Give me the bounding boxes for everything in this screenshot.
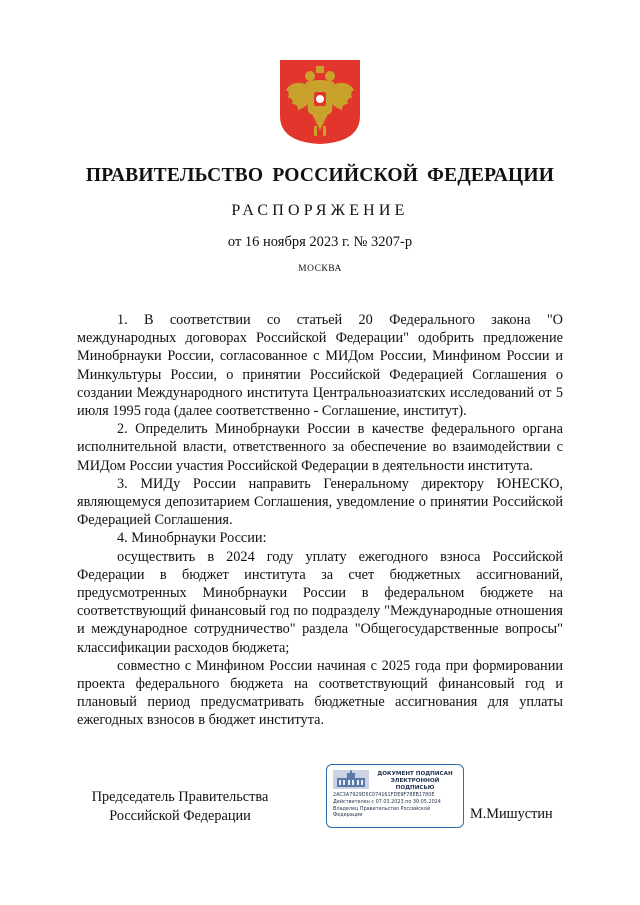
document-date-number: от 16 ноября 2023 г. № 3207-р xyxy=(227,234,413,250)
russian-coat-of-arms-icon xyxy=(276,56,364,146)
paragraph-1: 1. В соответствии со статьей 20 Федерального закона "О международных договорах Российской Федерации" одобрить предложение Минобрнауки России, согласованное с МИДом России, Минфином России и Минкультуры России, о принятии Российской Федерацией Соглашения о создании Международного института Центральноазиатских исследований от 5 июля 1995 года (далее соответственно - Соглашение, институт). xyxy=(77,312,563,420)
paragraph-3: 3. МИДу России направить Генеральному директору ЮНЕСКО, являющемуся депозитарием Соглашения, уведомление о принятии Российской Федерацией Соглашения. xyxy=(77,475,563,529)
signatory-name: М.Мишустин xyxy=(470,806,553,822)
government-title: ПРАВИТЕЛЬСТВО РОССИЙСКОЙ ФЕДЕРАЦИИ xyxy=(85,165,555,186)
document-city: МОСКВА xyxy=(298,264,342,274)
stamp-certificate: 2AC3A7929D5C074161FDE9F78EB1780E xyxy=(333,792,435,798)
paragraph-4-item-2: совместно с Минфином России начиная с 2025 года при формировании проекта федерального бюджета на соответствующий финансовый год и плановый период предусматривать бюджетные ассигнования для уплаты ежегодных взносов в бюджет института. xyxy=(77,657,563,729)
coat-of-arms-emblem xyxy=(276,56,364,146)
stamp-title xyxy=(371,771,459,792)
stamp-owner-line2: Федерации xyxy=(333,812,363,818)
electronic-signature-stamp xyxy=(326,764,464,828)
document-type: РАСПОРЯЖЕНИЕ xyxy=(231,202,409,219)
document-body xyxy=(77,311,563,730)
signatory-position-line1: Председатель Правительства xyxy=(91,789,269,805)
paragraph-2: 2. Определить Минобрнауки России в качестве федерального органа исполнительной власти, ответственного за обеспечение во взаимодействии с МИДом России участия Российской Федерации в деятельности института. xyxy=(77,421,563,474)
stamp-validity: Действителен с 07.03.2023 по 30.05.2024 xyxy=(333,799,441,805)
signatory-position-line2: Российской Федерации xyxy=(109,807,251,824)
signatory-position xyxy=(80,788,280,825)
government-building-icon xyxy=(333,770,369,789)
paragraph-4: 4. Минобрнауки России: xyxy=(117,530,267,547)
paragraph-4-item-1: осуществить в 2024 году уплату ежегодного взноса Российской Федерации в бюджет института за счет бюджетных ассигнований, предусмотренных Минобрнауки России в федеральном бюджете на соответствующий финансовый год по подразделу "Международные отношения и международное сотрудничество" раздела "Общегосударственные вопросы" классификации расходов бюджета; xyxy=(77,548,563,656)
stamp-header xyxy=(333,770,459,790)
stamp-title-line2: ЭЛЕКТРОННОЙ ПОДПИСЬЮ xyxy=(390,778,440,791)
stamp-title-line1: ДОКУМЕНТ ПОДПИСАН xyxy=(377,771,453,777)
stamp-owner-line1: Владелец Правительство Российской xyxy=(333,806,431,812)
